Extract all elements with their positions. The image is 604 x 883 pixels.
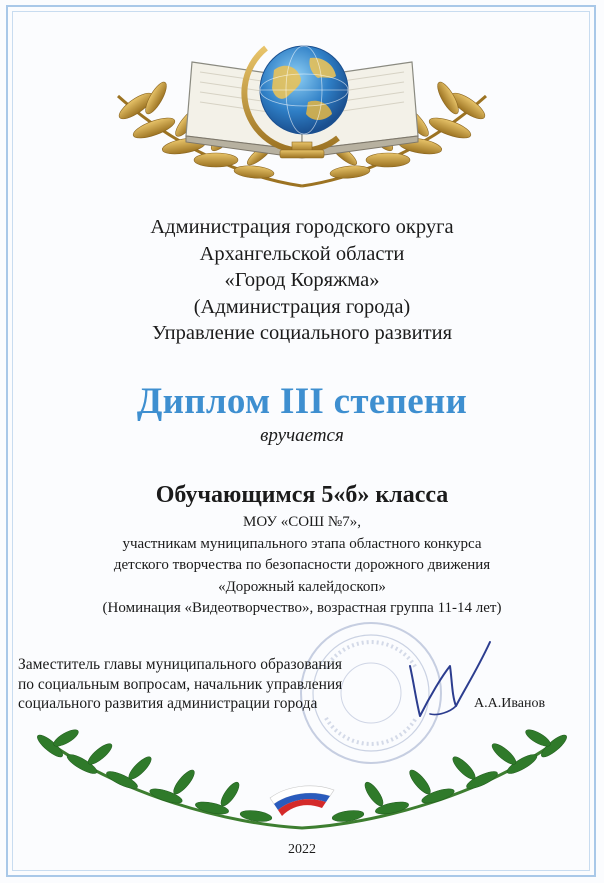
signer-line: социального развития администрации города xyxy=(18,695,318,712)
recipient-details xyxy=(0,512,604,620)
issuer-line: Администрация городского округа xyxy=(150,216,454,238)
signer-line: по социальным вопросам, начальник управления xyxy=(18,675,343,693)
issuer-line: Управление социального развития xyxy=(151,322,453,344)
recipient-name: Обучающимся 5«б» класса xyxy=(155,482,449,508)
issuer-line: (Администрация города) xyxy=(193,295,411,318)
signer-name: А.А.Иванов xyxy=(474,696,546,711)
signer-line: Заместитель главы муниципального образования xyxy=(18,656,343,673)
laurel-garland-icon xyxy=(30,716,574,840)
detail-line: «Дорожный калейдоскоп» xyxy=(218,578,386,595)
globe-book-laurel-emblem xyxy=(96,18,508,200)
detail-line: участникам муниципального этапа областного конкурса xyxy=(122,535,482,552)
year: 2022 xyxy=(288,842,316,857)
detail-line: (Номинация «Видеотворчество», возрастная группа 11-14 лет) xyxy=(102,600,502,616)
awarded-text: вручается xyxy=(260,425,344,446)
detail-line: детского творчества по безопасности дорожного движения xyxy=(113,557,491,573)
detail-line: МОУ «СОШ №7», xyxy=(243,514,361,530)
diploma-title: Диплом III степени xyxy=(136,381,468,422)
issuer-block xyxy=(0,214,604,347)
issuer-line: «Город Коряжма» xyxy=(224,269,380,291)
signer-position xyxy=(18,655,398,714)
issuer-line: Архангельской области xyxy=(199,242,405,265)
tricolor-ribbon-icon xyxy=(270,786,334,816)
